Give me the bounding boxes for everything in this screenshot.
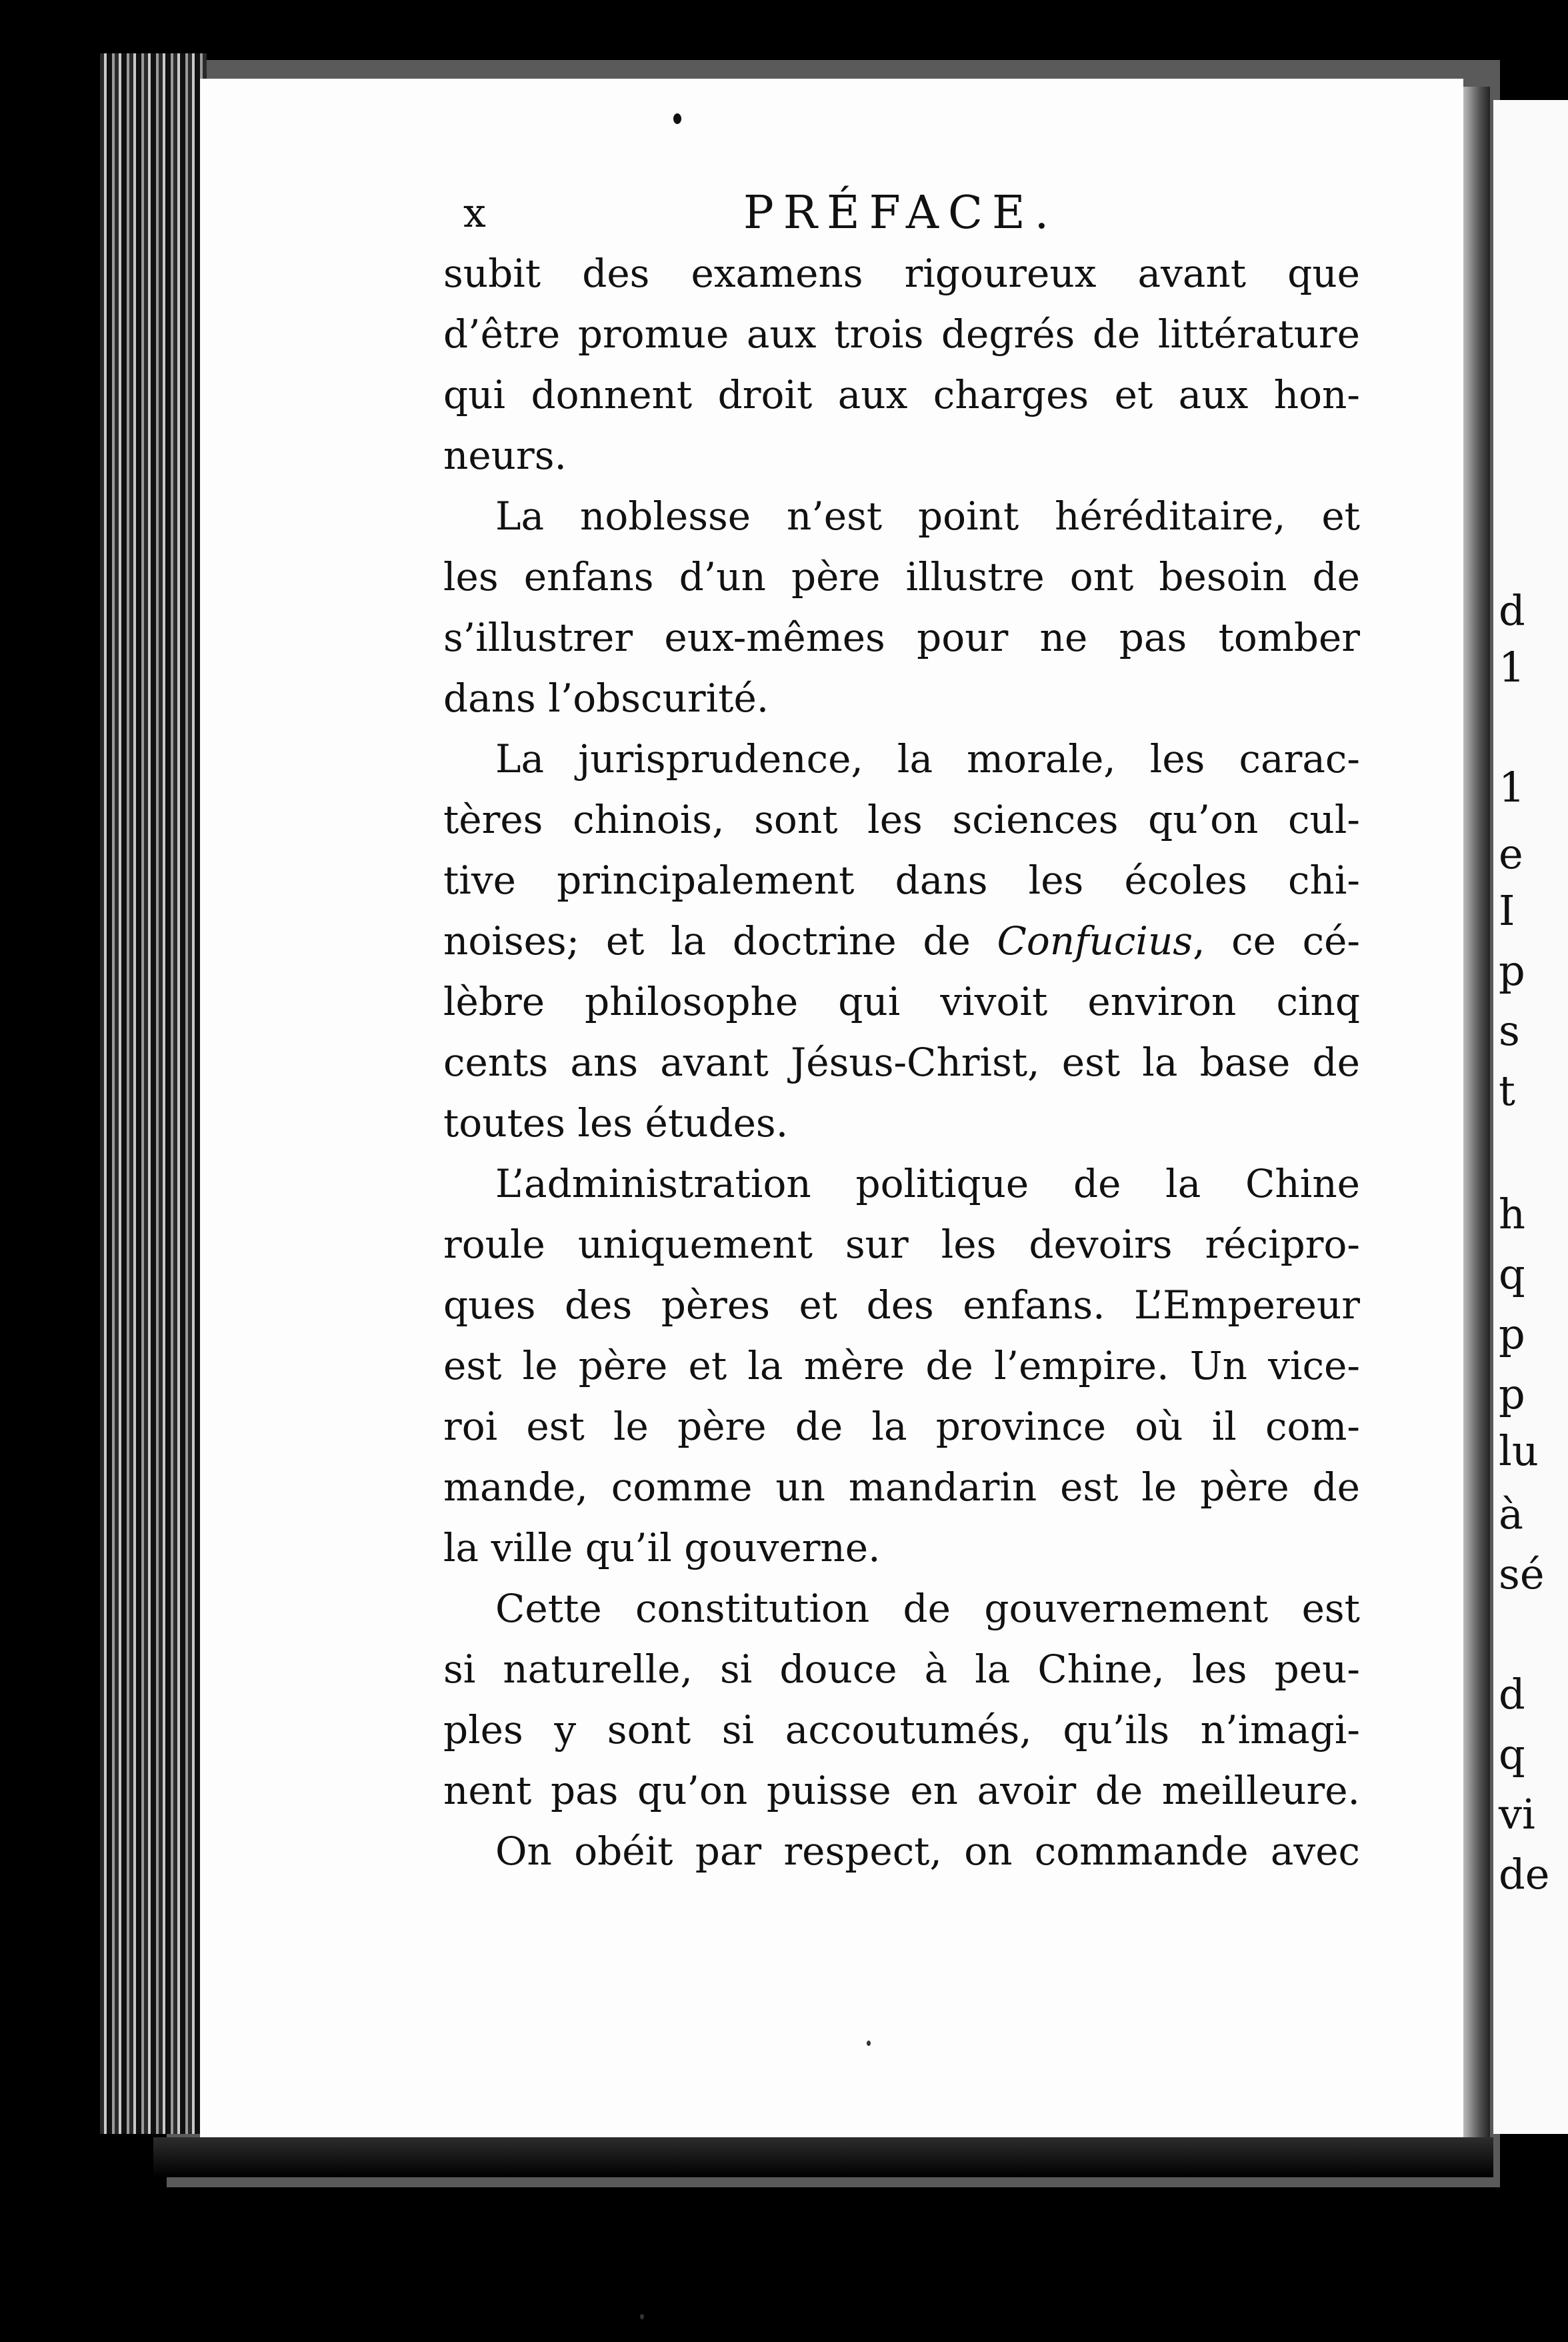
facing-page-letter: h bbox=[1499, 1190, 1525, 1238]
running-head bbox=[443, 183, 1360, 243]
text-line: cents ans avant Jésus-Christ, est la base de bbox=[443, 1040, 1360, 1085]
text-line: La jurisprudence, la morale, les carac- bbox=[495, 736, 1360, 782]
page-text bbox=[443, 183, 1360, 1882]
facing-page-letter: vi bbox=[1499, 1790, 1535, 1839]
ink-speck bbox=[867, 2041, 871, 2046]
text-line: L’administration politique de la Chine bbox=[495, 1161, 1360, 1206]
paragraph bbox=[443, 1821, 1360, 1882]
paragraph bbox=[443, 1578, 1360, 1821]
facing-page-letter: d bbox=[1499, 586, 1525, 635]
text-line: qui donnent droit aux charges et aux hon- bbox=[443, 372, 1360, 417]
text-line: On obéit par respect, on commande avec bbox=[495, 1829, 1360, 1874]
facing-page-letter: p bbox=[1499, 1310, 1525, 1358]
facing-page-letter: q bbox=[1499, 1730, 1525, 1779]
text-line: la ville qu’il gouverne. bbox=[443, 1525, 881, 1570]
page-title: PRÉFACE. bbox=[743, 187, 1059, 239]
facing-page-letter: q bbox=[1499, 1250, 1525, 1298]
text-line: ples y sont si accoutumés, qu’ils n’imagi- bbox=[443, 1707, 1360, 1752]
paragraph bbox=[443, 486, 1360, 729]
text-line: les enfans d’un père illustre ont besoin de bbox=[443, 554, 1360, 600]
text-line: dans l’obscurité. bbox=[443, 676, 769, 721]
ink-dot bbox=[673, 113, 681, 124]
facing-page-letter: s bbox=[1499, 1006, 1520, 1055]
text-line: nent pas qu’on puisse en avoir de meilleure. bbox=[443, 1768, 1360, 1813]
facing-page-letter: e bbox=[1499, 830, 1523, 878]
page-edge bbox=[1463, 87, 1490, 2141]
text-line: tive principalement dans les écoles chi- bbox=[443, 858, 1360, 903]
facing-page-letter: I bbox=[1499, 886, 1515, 935]
text-line: Cette constitution de gouvernement est bbox=[495, 1586, 1360, 1631]
facing-page-letter: p bbox=[1499, 1370, 1525, 1418]
text-line: ques des pères et des enfans. L’Empereur bbox=[443, 1282, 1360, 1328]
text-line: noises; et la doctrine de Confucius, ce cé- bbox=[443, 918, 1360, 964]
text-line: lèbre philosophe qui vivoit environ cinq bbox=[443, 979, 1360, 1024]
facing-page-letter: p bbox=[1499, 946, 1525, 995]
book-spine bbox=[100, 53, 207, 2134]
facing-page-letter: t bbox=[1499, 1066, 1515, 1115]
facing-page-letter: lu bbox=[1499, 1426, 1539, 1475]
paragraph bbox=[443, 729, 1360, 1154]
facing-page-letter: 1 bbox=[1499, 643, 1525, 692]
facing-page-fragment bbox=[1493, 100, 1568, 2134]
text-line: tères chinois, sont les sciences qu’on cul- bbox=[443, 797, 1360, 842]
text-line: roule uniquement sur les devoirs récipro- bbox=[443, 1222, 1360, 1267]
facing-page-letter: de bbox=[1499, 1850, 1550, 1899]
text-line: toutes les études. bbox=[443, 1100, 789, 1146]
text-line: La noblesse n’est point héréditaire, et bbox=[495, 493, 1360, 539]
text-line: est le père et la mère de l’empire. Un vice- bbox=[443, 1343, 1360, 1388]
bottom-shadow bbox=[153, 2137, 1493, 2177]
facing-page-letter: sé bbox=[1499, 1550, 1545, 1598]
text-line: si naturelle, si douce à la Chine, les peu- bbox=[443, 1646, 1360, 1692]
text-line: d’être promue aux trois degrés de littérature bbox=[443, 311, 1360, 357]
text-line: mande, comme un mandarin est le père de bbox=[443, 1464, 1360, 1510]
facing-page-letter: à bbox=[1499, 1490, 1523, 1538]
text-line: neurs. bbox=[443, 433, 567, 478]
text-line: s’illustrer eux-mêmes pour ne pas tomber bbox=[443, 615, 1360, 660]
facing-page-letter: d bbox=[1499, 1670, 1525, 1718]
ink-speck bbox=[640, 2314, 644, 2319]
text-line: roi est le père de la province où il com- bbox=[443, 1404, 1360, 1449]
paragraph bbox=[443, 243, 1360, 486]
facing-page-letter: 1 bbox=[1499, 763, 1525, 812]
italic-name: Confucius bbox=[997, 918, 1193, 964]
paragraph bbox=[443, 1154, 1360, 1578]
page-number: x bbox=[463, 190, 486, 237]
text-line: subit des examens rigoureux avant que bbox=[443, 251, 1360, 296]
